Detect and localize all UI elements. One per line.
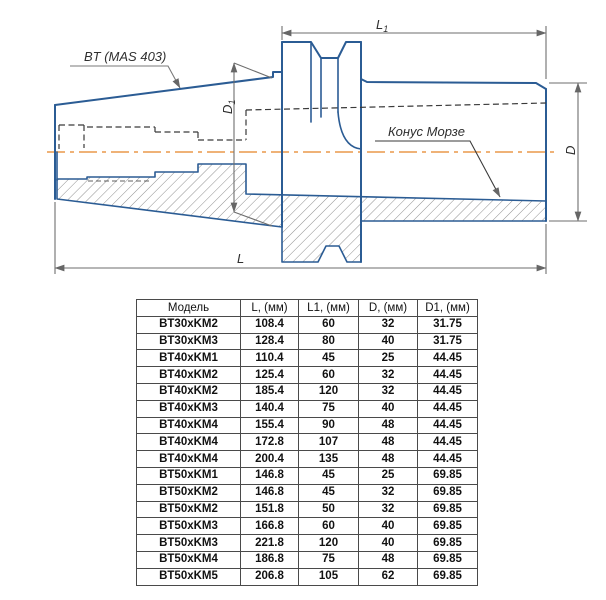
table-cell: BT40xKM2 — [137, 367, 241, 384]
dim-d-label: D — [563, 145, 578, 155]
table-cell: 40 — [359, 518, 418, 535]
table-cell: 32 — [359, 383, 418, 400]
table-cell: BT50xKM2 — [137, 501, 241, 518]
table-cell: BT40xKM4 — [137, 417, 241, 434]
table-cell: 48 — [359, 434, 418, 451]
table-cell: 172.8 — [241, 434, 299, 451]
table-header-row — [137, 300, 478, 317]
col-header-d: D, (мм) — [359, 300, 418, 317]
col-header-l: L, (мм) — [241, 300, 299, 317]
table-cell: 128.4 — [241, 333, 299, 350]
table-cell: 135 — [299, 451, 359, 468]
table-cell: 120 — [299, 535, 359, 552]
table-cell: 125.4 — [241, 367, 299, 384]
table-cell: 44.45 — [418, 400, 478, 417]
spec-table-body — [137, 316, 478, 585]
table-row — [137, 367, 478, 384]
table-cell: 32 — [359, 484, 418, 501]
table-cell: 151.8 — [241, 501, 299, 518]
table-cell: 206.8 — [241, 568, 299, 585]
table-cell: 40 — [359, 333, 418, 350]
table-cell: 31.75 — [418, 316, 478, 333]
table-cell: 44.45 — [418, 367, 478, 384]
table-cell: 69.85 — [418, 551, 478, 568]
table-row — [137, 501, 478, 518]
table-cell: 44.45 — [418, 417, 478, 434]
table-cell: 75 — [299, 551, 359, 568]
table-cell: 140.4 — [241, 400, 299, 417]
table-cell: 31.75 — [418, 333, 478, 350]
table-cell: 69.85 — [418, 518, 478, 535]
table-cell: 40 — [359, 535, 418, 552]
table-cell: 44.45 — [418, 383, 478, 400]
table-row — [137, 417, 478, 434]
table-cell: BT30xKM3 — [137, 333, 241, 350]
table-cell: BT50xKM3 — [137, 518, 241, 535]
table-cell: 69.85 — [418, 467, 478, 484]
table-cell: BT40xKM4 — [137, 451, 241, 468]
table-cell: 69.85 — [418, 568, 478, 585]
table-row — [137, 535, 478, 552]
table-row — [137, 350, 478, 367]
table-row — [137, 568, 478, 585]
col-header-d1: D1, (мм) — [418, 300, 478, 317]
dim-l1-label: $L_1$ — [376, 17, 389, 34]
table-cell: BT50xKM2 — [137, 484, 241, 501]
table-cell: 69.85 — [418, 484, 478, 501]
table-cell: 105 — [299, 568, 359, 585]
table-cell: BT50xKM5 — [137, 568, 241, 585]
spec-table — [136, 299, 478, 586]
table-row — [137, 518, 478, 535]
table-row — [137, 467, 478, 484]
table-cell: BT40xKM4 — [137, 434, 241, 451]
table-cell: 108.4 — [241, 316, 299, 333]
table-cell: 48 — [359, 551, 418, 568]
table-row — [137, 383, 478, 400]
table-cell: 75 — [299, 400, 359, 417]
table-cell: 186.8 — [241, 551, 299, 568]
bt-label-leader — [70, 66, 180, 88]
table-cell: 44.45 — [418, 451, 478, 468]
table-row — [137, 400, 478, 417]
hidden-bore-lines — [59, 103, 546, 181]
table-cell: 32 — [359, 316, 418, 333]
table-cell: 80 — [299, 333, 359, 350]
table-row — [137, 333, 478, 350]
table-cell: 166.8 — [241, 518, 299, 535]
table-cell: 45 — [299, 350, 359, 367]
table-cell: 69.85 — [418, 535, 478, 552]
table-cell: 45 — [299, 467, 359, 484]
table-cell: 146.8 — [241, 467, 299, 484]
table-row — [137, 316, 478, 333]
table-cell: 25 — [359, 350, 418, 367]
table-row — [137, 484, 478, 501]
table-cell: BT40xKM3 — [137, 400, 241, 417]
table-cell: 60 — [299, 316, 359, 333]
table-row — [137, 451, 478, 468]
table-cell: 40 — [359, 400, 418, 417]
table-cell: 90 — [299, 417, 359, 434]
table-cell: 62 — [359, 568, 418, 585]
table-cell: 155.4 — [241, 417, 299, 434]
table-cell: 48 — [359, 417, 418, 434]
table-cell: 45 — [299, 484, 359, 501]
table-cell: 185.4 — [241, 383, 299, 400]
dim-l-label: L — [237, 251, 245, 266]
table-cell: 146.8 — [241, 484, 299, 501]
morse-taper-label: Конус Морзе — [388, 124, 465, 139]
table-cell: 48 — [359, 451, 418, 468]
table-cell: BT50xKM3 — [137, 535, 241, 552]
table-cell: 50 — [299, 501, 359, 518]
technical-drawing — [0, 0, 606, 298]
table-cell: 107 — [299, 434, 359, 451]
table-cell: BT40xKM1 — [137, 350, 241, 367]
dim-d1-label: $D_1$ — [220, 99, 237, 114]
table-row — [137, 434, 478, 451]
table-cell: 110.4 — [241, 350, 299, 367]
table-cell: 60 — [299, 367, 359, 384]
morse-label-leader — [375, 141, 500, 197]
table-cell: 221.8 — [241, 535, 299, 552]
table-cell: 44.45 — [418, 434, 478, 451]
table-cell: 32 — [359, 501, 418, 518]
table-cell: 69.85 — [418, 501, 478, 518]
section-hatch — [57, 164, 546, 262]
table-cell: BT50xKM1 — [137, 467, 241, 484]
table-cell: 25 — [359, 467, 418, 484]
table-cell: BT50xKM4 — [137, 551, 241, 568]
table-cell: 200.4 — [241, 451, 299, 468]
table-cell: 60 — [299, 518, 359, 535]
table-cell: BT30xKM2 — [137, 316, 241, 333]
table-cell: 32 — [359, 367, 418, 384]
bt-label: BT (MAS 403) — [84, 49, 167, 64]
col-header-l1: L1, (мм) — [299, 300, 359, 317]
table-cell: 120 — [299, 383, 359, 400]
table-cell: BT40xKM2 — [137, 383, 241, 400]
table-cell: 44.45 — [418, 350, 478, 367]
col-header-model: Модель — [137, 300, 241, 317]
table-row — [137, 551, 478, 568]
